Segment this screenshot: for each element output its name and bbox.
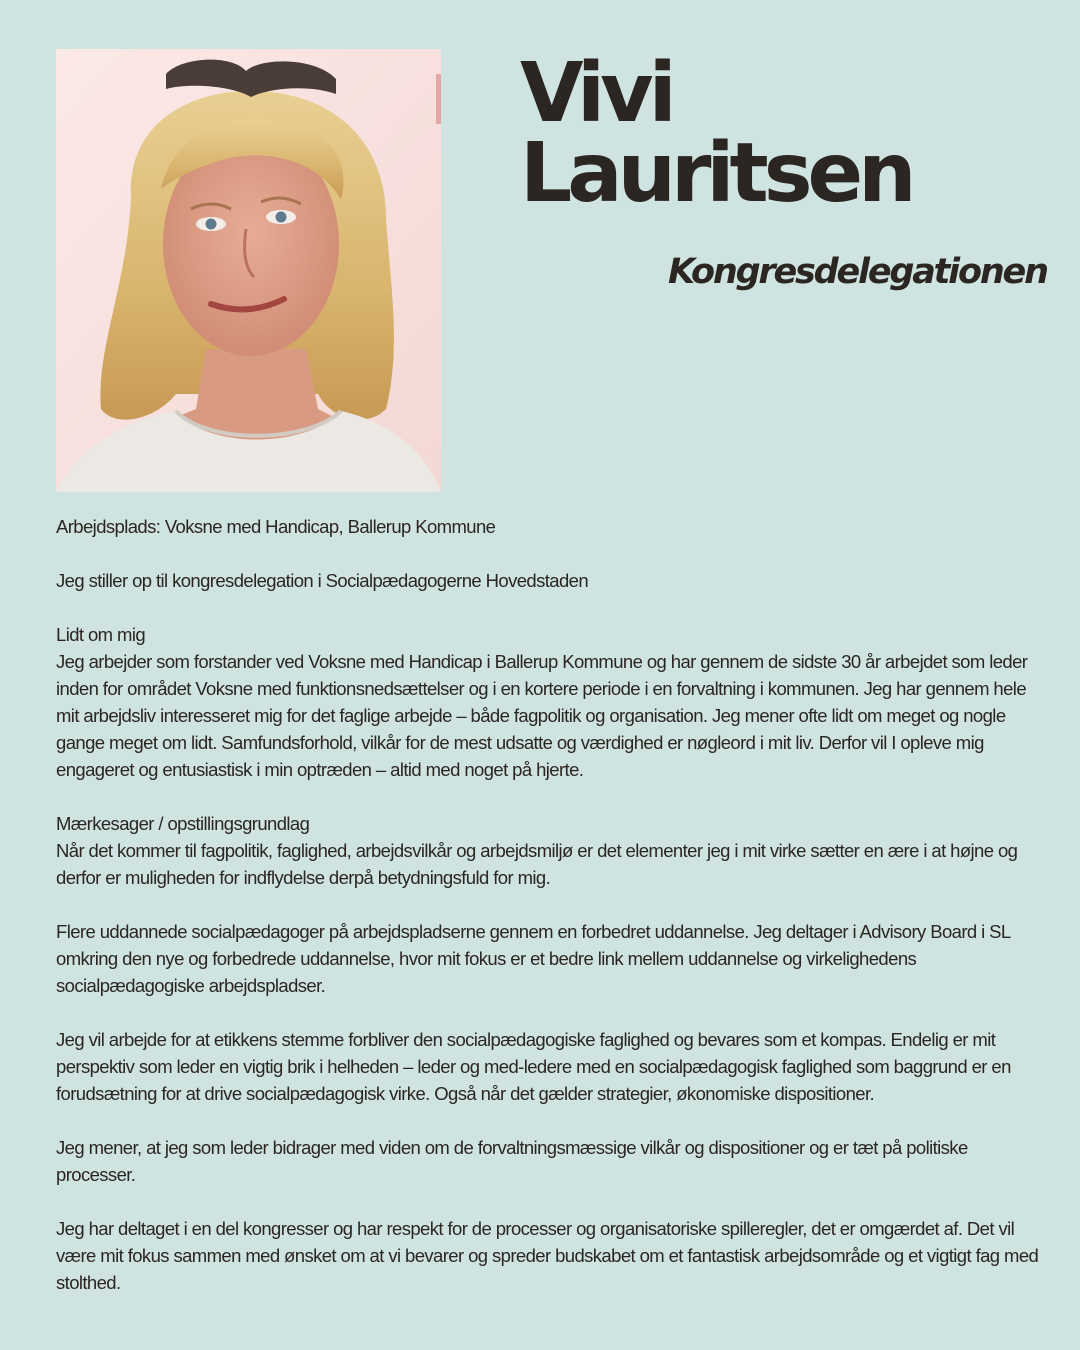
- candidate-portrait: [56, 49, 441, 492]
- causes-section: [56, 810, 1046, 891]
- about-text: Jeg arbejder som forstander ved Voksne med Handicap i Ballerup Kommune og har gennem de sidste 30 år arbejdet som leder inden for området Voksne med funktionsnedsættelser og i en kortere periode i en forvaltning i kommunen. Jeg har gennem hele mit arbejdsliv interesseret mig for det faglige arbejde – både fagpolitik og organisation. Jeg mener ofte lidt om meget og nogle gange meget om lidt. Samfundsforhold, vilkår for de mest udsatte og værdighed er nøgleord i mit liv. Derfor vil I opleve mig engageret og entusiastisk i min optræden – altid med noget på hjerte.: [56, 651, 1028, 780]
- ethics-paragraph: Jeg vil arbejde for at etikkens stemme forbliver den socialpædagogiske faglighed og bevares som et kompas. Endelig er mit perspektiv som leder en vigtig brik i helheden – leder og med-ledere med en socialpædagogisk faglighed som baggrund er en forudsætning for at drive socialpædagogisk virke. Også når det gælder strategier, økonomiske dispositioner.: [56, 1029, 1011, 1104]
- last-name: Lauritsen: [520, 126, 912, 221]
- first-name: Vivi: [520, 46, 672, 141]
- workplace-line: Arbejdsplads: Voksne med Handicap, Ballerup Kommune: [56, 516, 496, 537]
- leader-paragraph: Jeg mener, at jeg som leder bidrager med viden om de forvaltningsmæssige vilkår og dispositioner og er tæt på politiske processer.: [56, 1137, 968, 1185]
- role-subtitle: Kongresdelegationen: [668, 252, 1047, 292]
- education-paragraph: Flere uddannede socialpædagoger på arbejdspladserne gennem en forbedret uddannelse. Jeg deltager i Advisory Board i SL omkring den nye og forbedrede uddannelse, hvor mit fokus er et bedre link mellem uddannelse og virkelighedens socialpædagogiske arbejdspladser.: [56, 921, 1010, 996]
- causes-text: Når det kommer til fagpolitik, faglighed, arbejdsvilkår og arbejdsmiljø er det elementer jeg i mit virke sætter en ære i at højne og derfor er muligheden for indflydelse derpå betydningsfuld for mig.: [56, 840, 1018, 888]
- candidacy-line: Jeg stiller op til kongresdelegation i Socialpædagogerne Hovedstaden: [56, 570, 589, 591]
- portrait-illustration: [56, 49, 441, 492]
- candidate-name: [520, 46, 912, 221]
- causes-heading: Mærkesager / opstillingsgrundlag: [56, 813, 310, 834]
- candidate-statement: [56, 513, 1046, 1296]
- about-heading: Lidt om mig: [56, 624, 146, 645]
- about-section: [56, 621, 1046, 783]
- congress-paragraph: Jeg har deltaget i en del kongresser og har respekt for de processer og organisatoriske spilleregler, det er omgærdet af. Det vil være mit fokus sammen med ønsket om at vi bevarer og spreder budskabet om et fantastisk arbejdsområde og et vigtigt fag med stolthed.: [56, 1218, 1039, 1293]
